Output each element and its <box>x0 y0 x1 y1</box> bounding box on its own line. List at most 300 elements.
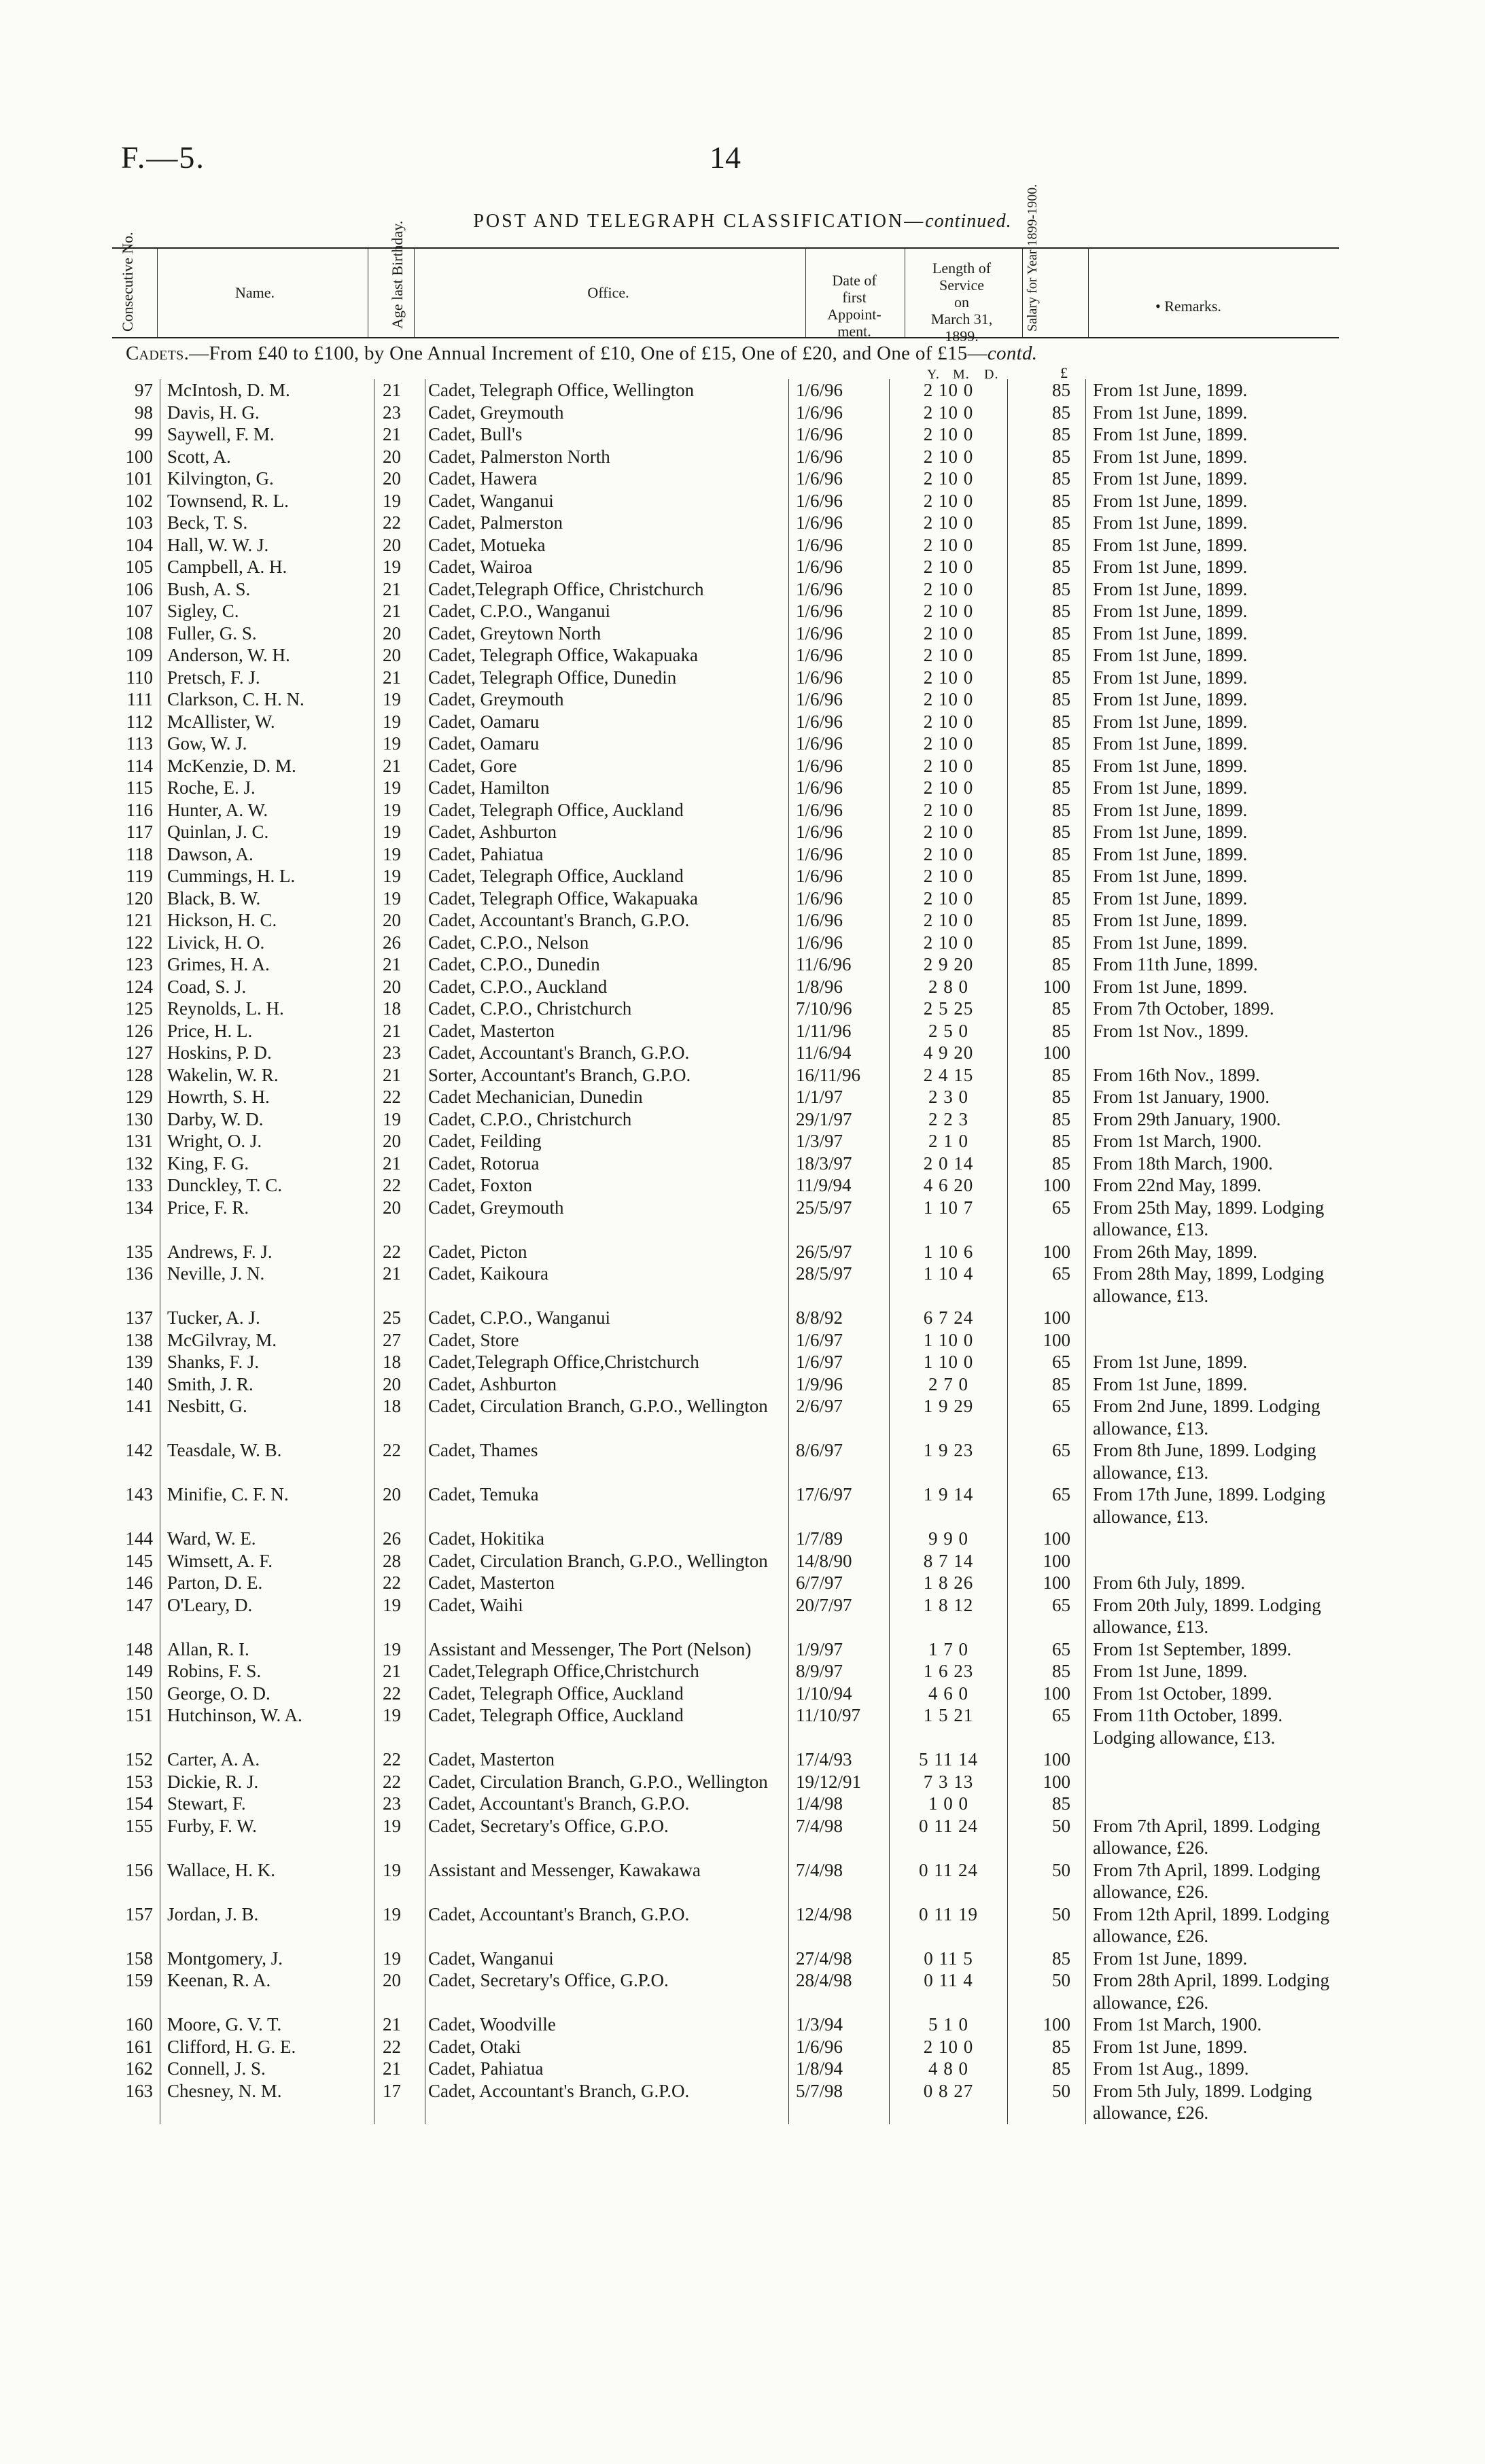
table-row <box>112 821 1339 843</box>
row-salary: 100 <box>1008 1748 1086 1771</box>
col-header-remarks-label: Remarks. <box>1164 298 1221 315</box>
row-office: Cadet, Circulation Branch, G.P.O., Wellington <box>425 1771 789 1793</box>
row-salary: 65 <box>1008 1351 1086 1373</box>
row-number: 144 <box>125 1528 153 1549</box>
table-row <box>112 1594 1339 1638</box>
row-remarks <box>1086 1307 1340 1329</box>
row-number: 145 <box>125 1550 153 1571</box>
row-age: 20 <box>374 976 425 998</box>
row-age: 18 <box>374 998 425 1020</box>
row-remarks: From 1st June, 1899. <box>1086 468 1340 490</box>
row-age: 21 <box>374 1020 425 1042</box>
row-appointment-date: 29/1/97 <box>789 1108 890 1131</box>
header-col-rule <box>1088 249 1089 337</box>
row-remarks: From 1st June, 1899. <box>1086 799 1340 822</box>
row-age: 22 <box>374 1572 425 1594</box>
row-length-of-service: 2 10 0 <box>890 733 1008 755</box>
row-number: 111 <box>126 689 153 709</box>
table-row <box>112 1859 1339 1903</box>
row-office: Cadet, Greymouth <box>425 1197 789 1241</box>
row-length-of-service: 2 10 0 <box>890 821 1008 843</box>
row-name: Carter, A. A. <box>160 1748 374 1771</box>
row-age: 19 <box>374 1859 425 1903</box>
row-appointment-date: 8/9/97 <box>789 1660 890 1683</box>
table-row <box>112 1263 1339 1307</box>
row-name: Andrews, F. J. <box>160 1241 374 1263</box>
row-name: Hunter, A. W. <box>160 799 374 822</box>
row-remarks: From 1st March, 1900. <box>1086 2013 1340 2036</box>
row-number: 135 <box>125 1241 153 1262</box>
row-age: 19 <box>374 733 425 755</box>
row-office: Cadet, Hawera <box>425 468 789 490</box>
row-name: Moore, G. V. T. <box>160 2013 374 2036</box>
row-number: 100 <box>125 446 153 467</box>
row-name: McIntosh, D. M. <box>160 379 374 402</box>
row-number: 127 <box>125 1042 153 1063</box>
row-appointment-date: 1/6/96 <box>789 2036 890 2058</box>
row-age: 22 <box>374 2036 425 2058</box>
row-remarks: From 1st June, 1899. <box>1086 843 1340 866</box>
row-number: 142 <box>125 1440 153 1460</box>
row-remarks: From 1st June, 1899. <box>1086 667 1340 689</box>
row-appointment-date: 7/10/96 <box>789 998 890 1020</box>
table-row <box>112 1373 1339 1396</box>
row-remarks: From 1st June, 1899. <box>1086 402 1340 424</box>
row-appointment-date: 1/6/96 <box>789 622 890 645</box>
row-salary: 85 <box>1008 1152 1086 1175</box>
row-office: Cadet, Secretary's Office, G.P.O. <box>425 1815 789 1859</box>
row-appointment-date: 1/6/96 <box>789 887 890 910</box>
row-appointment-date: 1/6/96 <box>789 490 890 512</box>
row-age: 21 <box>374 600 425 622</box>
classification-table <box>112 379 1339 2124</box>
col-header-date-line: ment. <box>837 323 871 340</box>
row-salary: 50 <box>1008 1815 1086 1859</box>
row-salary: 85 <box>1008 777 1086 799</box>
table-row <box>112 1638 1339 1661</box>
row-number: 151 <box>125 1705 153 1725</box>
table-row <box>112 1241 1339 1263</box>
row-salary: 100 <box>1008 1771 1086 1793</box>
row-remarks: From 1st June, 1899. <box>1086 490 1340 512</box>
row-remarks <box>1086 1042 1340 1064</box>
row-length-of-service: 5 1 0 <box>890 2013 1008 2036</box>
row-office: Cadet,Telegraph Office,Christchurch <box>425 1351 789 1373</box>
row-remarks: From 11th June, 1899. <box>1086 953 1340 976</box>
row-length-of-service: 1 10 7 <box>890 1197 1008 1241</box>
row-length-of-service: 1 10 0 <box>890 1351 1008 1373</box>
row-length-of-service: 2 1 0 <box>890 1130 1008 1152</box>
col-header-salary: Salary for Year 1899-1900. <box>1025 183 1040 332</box>
row-appointment-date: 1/8/94 <box>789 2058 890 2080</box>
row-number: 149 <box>125 1661 153 1681</box>
row-age: 25 <box>374 1307 425 1329</box>
row-age: 27 <box>374 1329 425 1352</box>
row-age: 21 <box>374 755 425 777</box>
row-name: Shanks, F. J. <box>160 1351 374 1373</box>
row-salary: 85 <box>1008 402 1086 424</box>
row-remarks: From 1st June, 1899. <box>1086 777 1340 799</box>
row-age: 21 <box>374 953 425 976</box>
row-remarks <box>1086 1329 1340 1352</box>
row-office: Cadet, Secretary's Office, G.P.O. <box>425 1969 789 2013</box>
table-row <box>112 402 1339 424</box>
row-length-of-service: 1 10 6 <box>890 1241 1008 1263</box>
row-appointment-date: 17/6/97 <box>789 1483 890 1528</box>
row-appointment-date: 1/6/96 <box>789 379 890 402</box>
row-office: Cadet, Store <box>425 1329 789 1352</box>
row-name: Clarkson, C. H. N. <box>160 688 374 711</box>
table-row <box>112 1903 1339 1948</box>
row-length-of-service: 0 11 4 <box>890 1969 1008 2013</box>
row-appointment-date: 1/6/96 <box>789 843 890 866</box>
row-age: 19 <box>374 1594 425 1638</box>
row-office: Cadet, Telegraph Office, Auckland <box>425 1704 789 1748</box>
row-salary: 85 <box>1008 843 1086 866</box>
row-age: 19 <box>374 688 425 711</box>
table-row <box>112 1771 1339 1793</box>
row-office: Cadet, Temuka <box>425 1483 789 1528</box>
row-office: Cadet, Oamaru <box>425 733 789 755</box>
row-length-of-service: 2 10 0 <box>890 667 1008 689</box>
row-number: 155 <box>125 1815 153 1836</box>
row-remarks: From 7th April, 1899. Lodging allowance, £26. <box>1086 1859 1340 1903</box>
row-number: 109 <box>125 645 153 665</box>
row-salary: 85 <box>1008 1660 1086 1683</box>
row-number: 147 <box>125 1594 153 1615</box>
row-length-of-service: 2 10 0 <box>890 490 1008 512</box>
row-remarks <box>1086 1771 1340 1793</box>
title-main: POST AND TELEGRAPH CLASSIFICATION— <box>473 211 926 232</box>
row-length-of-service: 2 10 0 <box>890 799 1008 822</box>
row-appointment-date: 1/6/96 <box>789 556 890 578</box>
row-name: Campbell, A. H. <box>160 556 374 578</box>
col-header-service-line: Length of <box>932 260 992 277</box>
table-row <box>112 1020 1339 1042</box>
row-number: 113 <box>126 733 153 754</box>
table-row <box>112 1439 1339 1483</box>
row-office: Cadet, Pahiatua <box>425 843 789 866</box>
table-row <box>112 799 1339 822</box>
row-office: Cadet, Palmerston <box>425 512 789 534</box>
table-row <box>112 446 1339 468</box>
table-row <box>112 1683 1339 1705</box>
row-length-of-service: 0 8 27 <box>890 2080 1008 2124</box>
row-age: 19 <box>374 711 425 733</box>
row-office: Cadet, Pahiatua <box>425 2058 789 2080</box>
row-length-of-service: 1 10 4 <box>890 1263 1008 1307</box>
table-row <box>112 423 1339 446</box>
table-row <box>112 2080 1339 2124</box>
row-remarks: From 2nd June, 1899. Lodging allowance, £13. <box>1086 1395 1340 1439</box>
row-name: Hall, W. W. J. <box>160 534 374 557</box>
row-number: 117 <box>126 822 153 842</box>
row-office: Cadet, Circulation Branch, G.P.O., Wellington <box>425 1395 789 1439</box>
row-name: Grimes, H. A. <box>160 953 374 976</box>
row-age: 17 <box>374 2080 425 2124</box>
row-office: Cadet, Picton <box>425 1241 789 1263</box>
row-number: 125 <box>125 998 153 1019</box>
col-header-consecutive-no: Consecutive No. <box>119 232 136 332</box>
row-age: 19 <box>374 1903 425 1948</box>
table-row <box>112 379 1339 402</box>
row-length-of-service: 2 9 20 <box>890 953 1008 976</box>
row-number: 158 <box>125 1948 153 1969</box>
row-number: 141 <box>125 1396 153 1416</box>
row-length-of-service: 2 10 0 <box>890 578 1008 601</box>
row-appointment-date: 1/6/96 <box>789 821 890 843</box>
header-col-rule <box>414 249 415 337</box>
row-name: Montgomery, J. <box>160 1948 374 1970</box>
row-appointment-date: 1/4/98 <box>789 1793 890 1815</box>
row-appointment-date: 1/6/96 <box>789 402 890 424</box>
table-row <box>112 1528 1339 1550</box>
row-appointment-date: 1/6/96 <box>789 755 890 777</box>
row-name: Beck, T. S. <box>160 512 374 534</box>
row-number: 139 <box>125 1352 153 1372</box>
row-age: 22 <box>374 1241 425 1263</box>
row-name: Neville, J. N. <box>160 1263 374 1307</box>
row-name: Kilvington, G. <box>160 468 374 490</box>
row-age: 22 <box>374 1771 425 1793</box>
row-age: 20 <box>374 534 425 557</box>
row-office: Cadet, Greymouth <box>425 688 789 711</box>
col-header-service-line: Service <box>939 277 984 294</box>
row-appointment-date: 1/6/96 <box>789 534 890 557</box>
row-length-of-service: 2 10 0 <box>890 932 1008 954</box>
row-office: Cadet, Kaikoura <box>425 1263 789 1307</box>
section-contd: contd. <box>987 342 1038 364</box>
row-name: Black, B. W. <box>160 887 374 910</box>
header-top-rule <box>112 247 1339 249</box>
row-office: Cadet, Telegraph Office, Auckland <box>425 865 789 887</box>
row-age: 20 <box>374 644 425 667</box>
row-length-of-service: 2 10 0 <box>890 755 1008 777</box>
row-office: Cadet, C.P.O., Auckland <box>425 976 789 998</box>
row-name: Jordan, J. B. <box>160 1903 374 1948</box>
row-remarks: From 1st June, 1899. <box>1086 1351 1340 1373</box>
row-remarks: From 1st June, 1899. <box>1086 534 1340 557</box>
row-remarks: From 1st June, 1899. <box>1086 688 1340 711</box>
row-age: 23 <box>374 1042 425 1064</box>
row-salary: 100 <box>1008 1174 1086 1197</box>
row-length-of-service: 2 5 0 <box>890 1020 1008 1042</box>
row-age: 22 <box>374 1174 425 1197</box>
row-salary: 85 <box>1008 733 1086 755</box>
table-row <box>112 644 1339 667</box>
row-appointment-date: 8/8/92 <box>789 1307 890 1329</box>
table-row <box>112 512 1339 534</box>
row-name: Hutchinson, W. A. <box>160 1704 374 1748</box>
row-office: Cadet,Telegraph Office,Christchurch <box>425 1660 789 1683</box>
row-office: Cadet, Foxton <box>425 1174 789 1197</box>
row-length-of-service: 0 11 24 <box>890 1815 1008 1859</box>
table-row <box>112 1660 1339 1683</box>
row-length-of-service: 9 9 0 <box>890 1528 1008 1550</box>
table-row <box>112 600 1339 622</box>
row-office: Cadet, Gore <box>425 755 789 777</box>
row-age: 21 <box>374 423 425 446</box>
section-text: —From £40 to £100, by One Annual Increment of £10, One of £15, One of £20, and One of £15— <box>189 342 988 364</box>
row-length-of-service: 1 7 0 <box>890 1638 1008 1661</box>
row-age: 21 <box>374 1064 425 1087</box>
table-row <box>112 755 1339 777</box>
row-number: 120 <box>125 887 153 909</box>
table-row <box>112 490 1339 512</box>
row-name: Cummings, H. L. <box>160 865 374 887</box>
row-office: Cadet, Wanganui <box>425 490 789 512</box>
row-name: McGilvray, M. <box>160 1329 374 1352</box>
table-row <box>112 887 1339 910</box>
row-number: 159 <box>125 1970 153 1990</box>
row-salary: 85 <box>1008 1086 1086 1108</box>
row-name: Robins, F. S. <box>160 1660 374 1683</box>
row-name: Dunckley, T. C. <box>160 1174 374 1197</box>
table-row <box>112 1086 1339 1108</box>
row-office: Cadet, C.P.O., Christchurch <box>425 1108 789 1131</box>
row-office: Cadet, Accountant's Branch, G.P.O. <box>425 909 789 932</box>
row-salary: 85 <box>1008 909 1086 932</box>
row-length-of-service: 1 6 23 <box>890 1660 1008 1683</box>
row-remarks: From 28th April, 1899. Lodging allowance, £26. <box>1086 1969 1340 2013</box>
row-number: 123 <box>125 954 153 974</box>
row-office: Cadet, C.P.O., Nelson <box>425 932 789 954</box>
table-row <box>112 1704 1339 1748</box>
row-length-of-service: 2 10 0 <box>890 468 1008 490</box>
row-salary: 65 <box>1008 1638 1086 1661</box>
row-office: Assistant and Messenger, The Port (Nelson) <box>425 1638 789 1661</box>
row-appointment-date: 1/10/94 <box>789 1683 890 1705</box>
row-appointment-date: 14/8/90 <box>789 1550 890 1572</box>
row-appointment-date: 28/5/97 <box>789 1263 890 1307</box>
row-length-of-service: 2 10 0 <box>890 423 1008 446</box>
row-salary: 85 <box>1008 1064 1086 1087</box>
row-remarks: From 1st June, 1899. <box>1086 556 1340 578</box>
row-name: Minifie, C. F. N. <box>160 1483 374 1528</box>
row-salary: 85 <box>1008 446 1086 468</box>
row-salary: 65 <box>1008 1263 1086 1307</box>
row-age: 26 <box>374 932 425 954</box>
row-salary: 65 <box>1008 1483 1086 1528</box>
row-appointment-date: 1/6/97 <box>789 1329 890 1352</box>
table-row <box>112 556 1339 578</box>
row-appointment-date: 1/6/96 <box>789 865 890 887</box>
row-appointment-date: 28/4/98 <box>789 1969 890 2013</box>
row-age: 22 <box>374 1086 425 1108</box>
row-appointment-date: 19/12/91 <box>789 1771 890 1793</box>
col-header-date-line: Date of <box>832 272 877 289</box>
row-office: Cadet, Woodville <box>425 2013 789 2036</box>
row-age: 19 <box>374 1108 425 1131</box>
row-number: 106 <box>125 578 153 599</box>
row-number: 99 <box>135 424 153 444</box>
row-name: Wright, O. J. <box>160 1130 374 1152</box>
row-number: 107 <box>125 601 153 621</box>
row-remarks: From 6th July, 1899. <box>1086 1572 1340 1594</box>
row-name: Sigley, C. <box>160 600 374 622</box>
table-row <box>112 1042 1339 1064</box>
row-length-of-service: 2 10 0 <box>890 777 1008 799</box>
row-number: 138 <box>125 1329 153 1350</box>
row-salary: 50 <box>1008 1903 1086 1948</box>
row-age: 20 <box>374 1969 425 2013</box>
row-office: Cadet Mechanician, Dunedin <box>425 1086 789 1108</box>
row-remarks: From 1st June, 1899. <box>1086 755 1340 777</box>
row-number: 122 <box>125 932 153 953</box>
row-remarks: From 1st June, 1899. <box>1086 379 1340 402</box>
row-name: Townsend, R. L. <box>160 490 374 512</box>
row-office: Cadet, Bull's <box>425 423 789 446</box>
row-remarks: From 1st June, 1899. <box>1086 932 1340 954</box>
row-length-of-service: 2 3 0 <box>890 1086 1008 1108</box>
row-remarks: From 20th July, 1899. Lodging allowance, £13. <box>1086 1594 1340 1638</box>
table-row <box>112 976 1339 998</box>
row-salary: 100 <box>1008 1683 1086 1705</box>
row-age: 22 <box>374 1439 425 1483</box>
row-name: McAllister, W. <box>160 711 374 733</box>
table-row <box>112 1152 1339 1175</box>
row-length-of-service: 0 11 19 <box>890 1903 1008 1948</box>
row-length-of-service: 2 10 0 <box>890 909 1008 932</box>
row-appointment-date: 1/6/96 <box>789 777 890 799</box>
row-remarks: From 1st June, 1899. <box>1086 600 1340 622</box>
row-length-of-service: 0 11 24 <box>890 1859 1008 1903</box>
row-remarks: From 1st June, 1899. <box>1086 865 1340 887</box>
row-salary: 100 <box>1008 1550 1086 1572</box>
row-number: 153 <box>125 1771 153 1792</box>
row-appointment-date: 1/6/96 <box>789 468 890 490</box>
row-number: 108 <box>125 622 153 644</box>
row-appointment-date: 1/3/94 <box>789 2013 890 2036</box>
row-office: Cadet, Masterton <box>425 1020 789 1042</box>
row-office: Cadet, Greytown North <box>425 622 789 645</box>
row-remarks: From 16th Nov., 1899. <box>1086 1064 1340 1087</box>
row-remarks: From 1st June, 1899. <box>1086 733 1340 755</box>
row-salary: 85 <box>1008 865 1086 887</box>
row-salary: 65 <box>1008 1704 1086 1748</box>
row-appointment-date: 5/7/98 <box>789 2080 890 2124</box>
col-header-service-line: on <box>954 294 969 311</box>
unit-days: D. <box>984 367 999 382</box>
table-row <box>112 667 1339 689</box>
row-name: Stewart, F. <box>160 1793 374 1815</box>
col-header-service <box>911 260 1013 345</box>
row-remarks: From 29th January, 1900. <box>1086 1108 1340 1131</box>
table-row <box>112 622 1339 645</box>
title-continued: continued. <box>925 211 1012 232</box>
row-name: Price, H. L. <box>160 1020 374 1042</box>
row-appointment-date: 27/4/98 <box>789 1948 890 1970</box>
row-salary: 85 <box>1008 1793 1086 1815</box>
row-number: 130 <box>125 1108 153 1129</box>
row-appointment-date: 1/6/96 <box>789 688 890 711</box>
row-age: 19 <box>374 821 425 843</box>
row-name: Clifford, H. G. E. <box>160 2036 374 2058</box>
row-age: 22 <box>374 512 425 534</box>
row-appointment-date: 11/9/94 <box>789 1174 890 1197</box>
row-name: Chesney, N. M. <box>160 2080 374 2124</box>
row-appointment-date: 1/6/96 <box>789 644 890 667</box>
row-appointment-date: 2/6/97 <box>789 1395 890 1439</box>
row-office: Cadet, C.P.O., Wanganui <box>425 600 789 622</box>
row-appointment-date: 1/6/96 <box>789 733 890 755</box>
row-age: 19 <box>374 887 425 910</box>
row-remarks: From 18th March, 1900. <box>1086 1152 1340 1175</box>
row-number: 119 <box>126 866 153 886</box>
row-appointment-date: 1/6/96 <box>789 512 890 534</box>
row-length-of-service: 7 3 13 <box>890 1771 1008 1793</box>
table-row <box>112 843 1339 866</box>
